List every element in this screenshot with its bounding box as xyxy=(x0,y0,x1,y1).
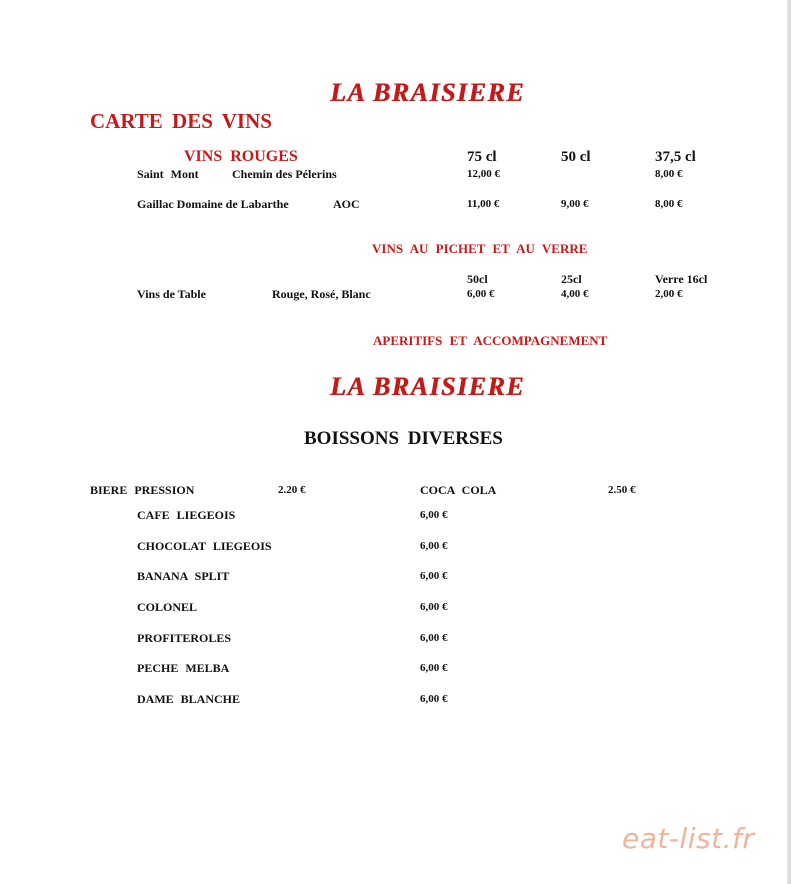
wine-row-name: Gaillac Domaine de Labarthe xyxy=(137,197,289,211)
carafe-price-50: 6,00 € xyxy=(467,288,495,300)
carafe-price-glass: 2,00 € xyxy=(655,288,683,300)
wine-row-price-50: 9,00 € xyxy=(561,198,589,210)
dessert-price: 6,00 € xyxy=(420,662,448,674)
dessert-name: BANANA SPLIT xyxy=(137,569,230,583)
brand-title-top: LA BRAISIERE xyxy=(330,78,526,107)
carafe-row-detail: Rouge, Rosé, Blanc xyxy=(272,287,371,301)
dessert-price: 6,00 € xyxy=(420,601,448,613)
col-37cl: 37,5 cl xyxy=(655,149,696,165)
dessert-price: 6,00 € xyxy=(420,632,448,644)
wine-row-price-37: 8,00 € xyxy=(655,198,683,210)
dessert-name: PROFITEROLES xyxy=(137,631,232,645)
beer-price: 2.20 € xyxy=(278,484,306,496)
dessert-price: 6,00 € xyxy=(420,540,448,552)
carafe-heading: VINS AU PICHET ET AU VERRE xyxy=(372,241,588,256)
wine-row-name: Saint Mont xyxy=(137,167,199,181)
carafe-price-25: 4,00 € xyxy=(561,288,589,300)
dessert-price: 6,00 € xyxy=(420,570,448,582)
red-wines-heading: VINS ROUGES xyxy=(184,148,298,165)
carafe-col-50cl: 50cl xyxy=(467,272,488,286)
col-75cl: 75 cl xyxy=(467,149,497,165)
carafe-col-glass: Verre 16cl xyxy=(655,272,708,286)
dessert-price: 6,00 € xyxy=(420,509,448,521)
brand-title-bottom: LA BRAISIERE xyxy=(330,372,526,401)
wine-row-detail: AOC xyxy=(333,197,360,211)
carafe-col-25cl: 25cl xyxy=(561,272,582,286)
col-50cl: 50 cl xyxy=(561,149,591,165)
wine-list-title: CARTE DES VINS xyxy=(90,109,272,133)
page-edge xyxy=(787,0,791,884)
watermark-logo: eat-list.fr xyxy=(622,822,755,855)
wine-row-price-37: 8,00 € xyxy=(655,168,683,180)
beer-name: BIERE PRESSION xyxy=(90,483,195,497)
dessert-name: CAFE LIEGEOIS xyxy=(137,508,236,522)
wine-row-price-75: 12,00 € xyxy=(467,168,500,180)
aperitifs-heading: APERITIFS ET ACCOMPAGNEMENT xyxy=(373,333,608,348)
dessert-name: DAME BLANCHE xyxy=(137,692,241,706)
wine-row-detail: Chemin des Pélerins xyxy=(232,167,337,181)
dessert-name: COLONEL xyxy=(137,600,198,614)
cola-price: 2.50 € xyxy=(608,484,636,496)
cola-name: COCA COLA xyxy=(420,483,497,497)
dessert-name: CHOCOLAT LIEGEOIS xyxy=(137,539,272,553)
dessert-price: 6,00 € xyxy=(420,693,448,705)
drinks-title: BOISSONS DIVERSES xyxy=(304,428,503,449)
wine-row-price-75: 11,00 € xyxy=(467,198,500,210)
dessert-name: PECHE MELBA xyxy=(137,661,230,675)
carafe-row-name: Vins de Table xyxy=(137,287,206,301)
